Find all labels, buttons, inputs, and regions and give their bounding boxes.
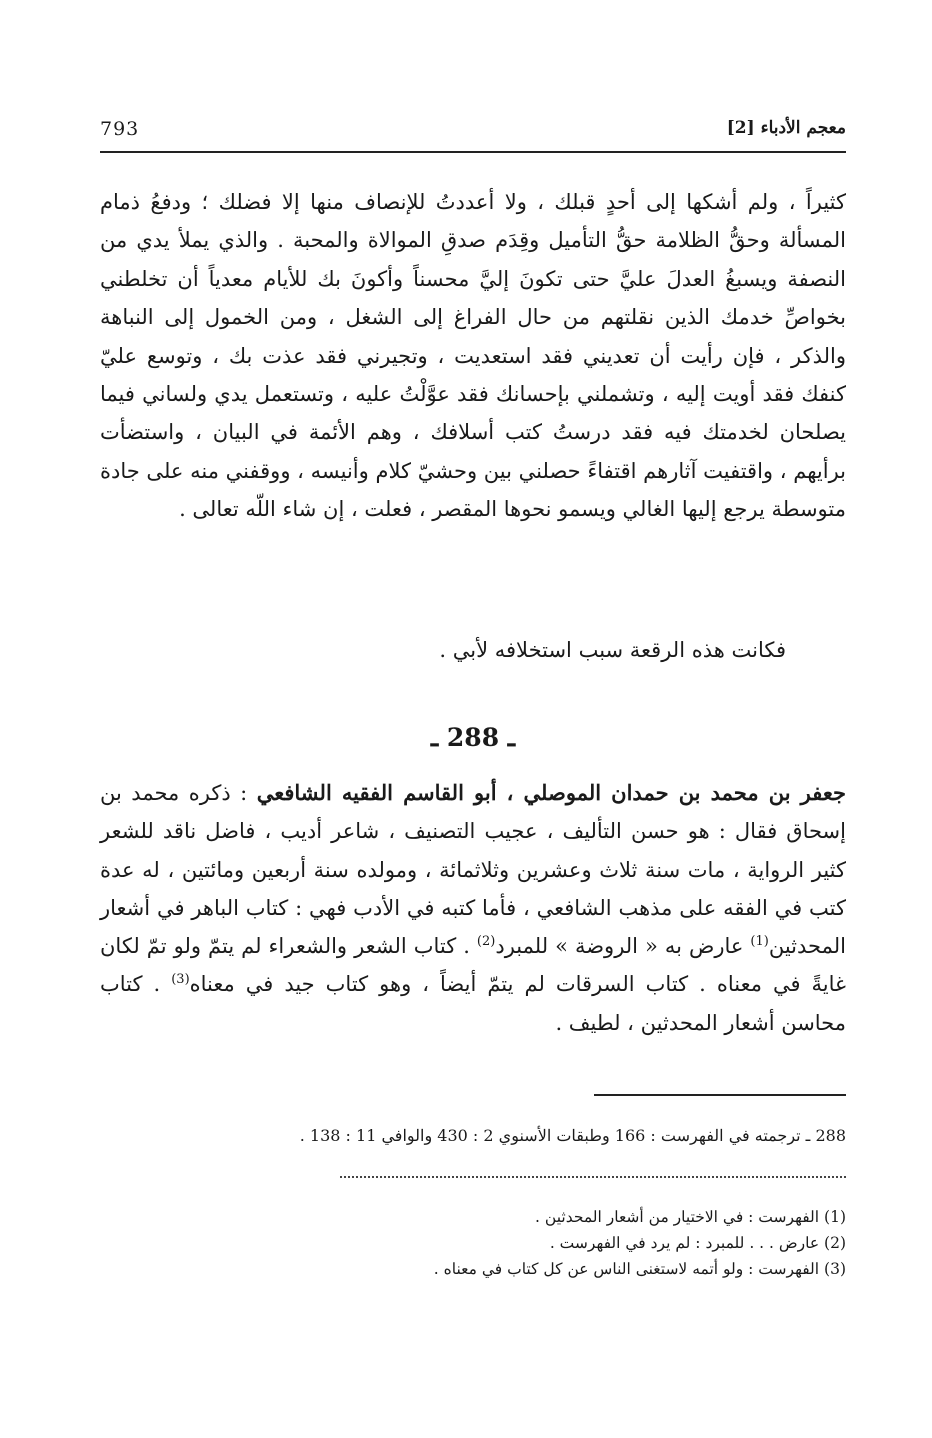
entry-text-part: . كتاب الشعر والشعراء لم يتمّ ولو تمّ لكان غايةً في معناه . كتاب السرقات لم يتمّ أيضاً ، وهو كتاب جيد في معناه [100, 934, 847, 997]
footnote: (2) عارض . . . للمبرد : لم يرد في الفهرست . [549, 1234, 846, 1252]
biography-entry [100, 774, 846, 1042]
biography-source-note: 288 ـ ترجمته في الفهرست : 166 وطبقات الأسنوي 2 : 430 والوافي 11 : 138 . [299, 1126, 846, 1145]
closing-sentence: فكانت هذه الرقعة سبب استخلافه لأبي . [439, 638, 786, 662]
entry-text-part: : ذكره محمد بن إسحاق فقال : هو حسن التأليف ، عجيب التصنيف ، شاعر أديب ، فاضل ناقد للشعر كثير الرواية ، مات سنة ثلاث وعشرين وثلاثمائة ، ومولده سنة أربعين ومائتين ، له عدة كتب في الفقه على مذهب الشافعي ، فأما كتبه في الأدب فهي : كتاب الباهر في أشعار المحدثين [100, 781, 846, 959]
notes-rule [594, 1094, 846, 1096]
body-paragraph [100, 183, 846, 529]
header-rule [100, 151, 846, 153]
dotted-separator [340, 1176, 846, 1178]
entry-text-part: عارض به « الروضة » للمبرد [495, 934, 751, 959]
running-title: معجم الأدباء [2] [726, 118, 846, 138]
footnote-ref: (2) [476, 934, 496, 950]
entry-number: ـ 288 ـ [430, 723, 516, 752]
entry-text-part: . كتاب محاسن أشعار المحدثين ، لطيف . [100, 972, 846, 1035]
footnote-ref: (1) [750, 934, 769, 950]
page-header [100, 118, 846, 144]
paragraph-text: كثيراً ، ولم أشكها إلى أحدٍ قبلك ، ولا أعددتُ للإنصاف منها إلا فضلك ؛ ودفعُ ذمام المسألة وحقُّ الظلامة حقُّ التأميل وقِدَم صدقِ الموالاة والمحبة . والذي يملأ يدي من النصفة ويسبغُ العدلَ عليَّ حتى تكونَ إليَّ محسناً وأكونَ بك للأيام معدياً أن تخلطني بخواصِّ خدمك الذين نقلتهم من حال الفراغ إلى الشغل ، ومن الخمول إلى النباهة والذكر ، فإن رأيت أن تعديني فقد استعديت ، وتجيرني فقد عذت بك ، وتوسع عليّ كنفك فقد أويت إليه ، وتشملني بإحسانك فقد عوَّلْتُ عليه ، وتستعمل يدي ولساني فيما يصلحان لخدمتك فيه فقد درستُ كتب أسلافك ، وهم الأئمة في البيان ، واستضأت برأيهم ، واقتفيت آثارهم اقتفاءً حصلني بين وحشيّ كلام وأنيسه ، ووقفني منه على جادة متوسطة يرجع إليها الغالي ويسمو نحوها المقصر ، فعلت ، إن شاء اللّه تعالى . [100, 190, 846, 522]
footnotes [100, 1204, 846, 1282]
entry-subject: جعفر بن محمد بن حمدان الموصلي ، أبو القاسم الفقيه الشافعي [256, 780, 846, 805]
footnote: (3) الفهرست : ولو أتمه لاستغنى الناس عن كل كتاب في معناه . [433, 1260, 846, 1278]
page-number: 793 [100, 118, 140, 140]
footnote: (1) الفهرست : في الاختيار من أشعار المحدثين . [535, 1208, 846, 1226]
footnote-ref: (3) [171, 972, 190, 988]
